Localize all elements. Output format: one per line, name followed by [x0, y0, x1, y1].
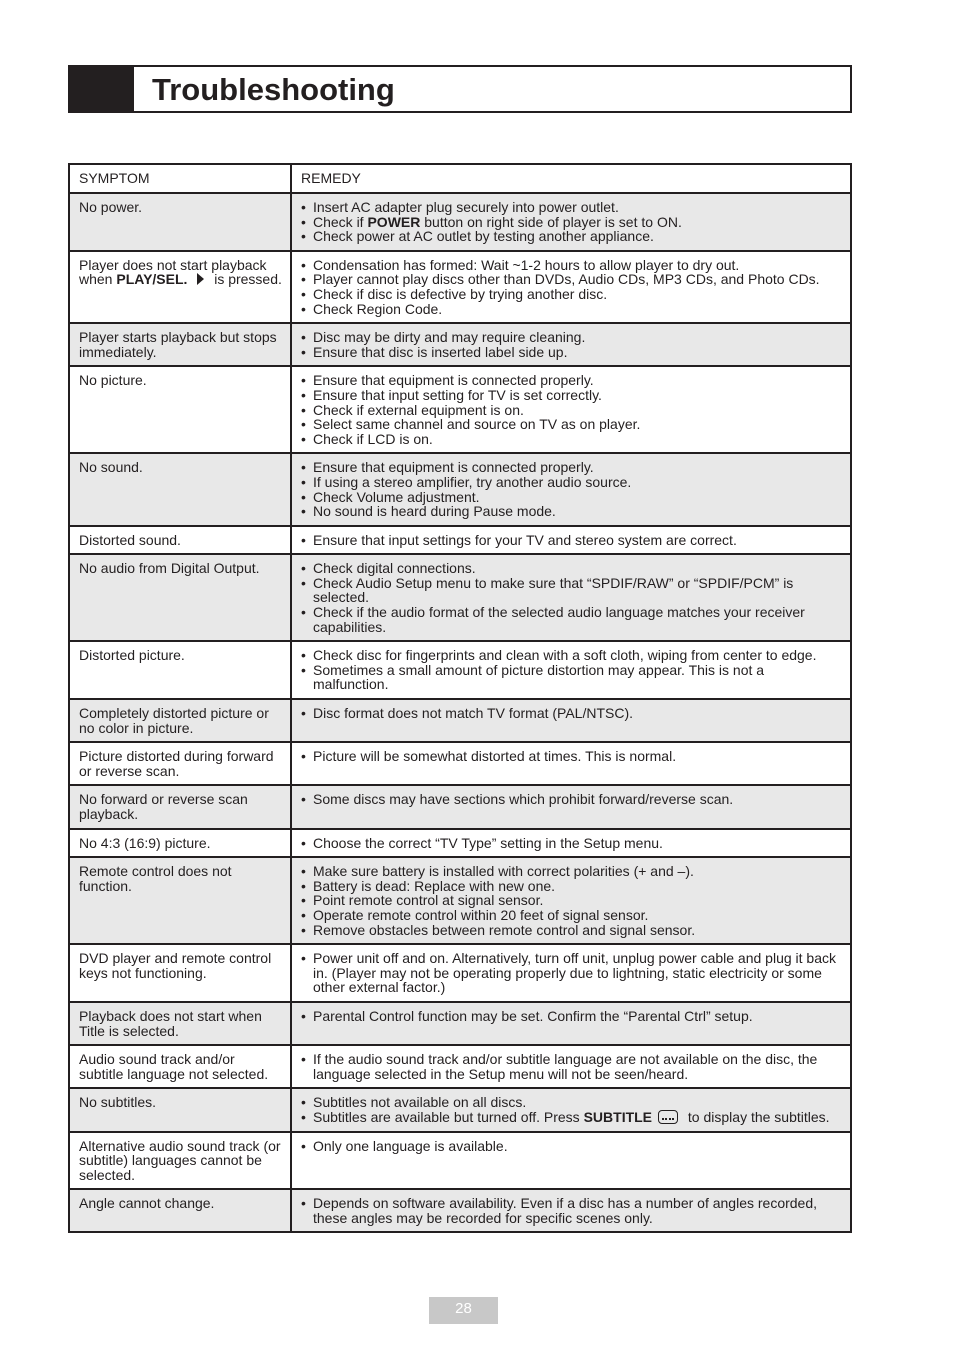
symptom-cell: No sound.	[69, 453, 291, 525]
table-row	[69, 699, 851, 742]
remedy-item: • Ensure that disc is inserted label side up.	[301, 345, 842, 360]
remedy-item: • Some discs may have sections which prohibit forward/reverse scan.	[301, 792, 842, 807]
remedy-cell	[291, 1045, 851, 1088]
remedy-list	[301, 1009, 842, 1024]
remedy-list	[301, 792, 842, 807]
table-row	[69, 193, 851, 251]
remedy-item: • Insert AC adapter plug securely into power outlet.	[301, 200, 842, 215]
remedy-item: • If the audio sound track and/or subtitle language are not available on the disc, the language selected in the Setup menu will not be seen/heard.	[301, 1052, 842, 1081]
remedy-list	[301, 460, 842, 518]
remedy-item: • Player cannot play discs other than DVDs, Audio CDs, MP3 CDs, and Photo CDs.	[301, 272, 842, 287]
remedy-list	[301, 1095, 842, 1124]
symptom-cell: Distorted picture.	[69, 641, 291, 699]
remedy-cell	[291, 699, 851, 742]
symptom-cell: Playback does not start when Title is selected.	[69, 1002, 291, 1045]
remedy-item: • Ensure that equipment is connected properly.	[301, 460, 842, 475]
remedy-list	[301, 749, 842, 764]
table-row	[69, 1045, 851, 1088]
remedy-item: • Check if POWER button on right side of player is set to ON.	[301, 215, 842, 230]
remedy-cell	[291, 857, 851, 944]
troubleshooting-table	[68, 163, 852, 1233]
remedy-item: • Choose the correct “TV Type” setting in the Setup menu.	[301, 836, 842, 851]
remedy-cell	[291, 742, 851, 785]
remedy-list	[301, 1196, 842, 1225]
remedy-cell	[291, 785, 851, 828]
remedy-item: • Check disc for fingerprints and clean with a soft cloth, wiping from center to edge.	[301, 648, 842, 663]
remedy-list	[301, 706, 842, 721]
remedy-cell	[291, 829, 851, 858]
remedy-cell	[291, 1088, 851, 1131]
remedy-cell	[291, 453, 851, 525]
table-row	[69, 742, 851, 785]
table-row	[69, 1132, 851, 1190]
remedy-item: • Remove obstacles between remote control and signal sensor.	[301, 923, 842, 938]
table-row	[69, 526, 851, 555]
symptom-cell: No power.	[69, 193, 291, 251]
remedy-cell	[291, 554, 851, 641]
remedy-cell	[291, 1002, 851, 1045]
remedy-item: • Only one language is available.	[301, 1139, 842, 1154]
remedy-item: • Check Audio Setup menu to make sure that “SPDIF/RAW” or “SPDIF/PCM” is selected.	[301, 576, 842, 605]
remedy-item: • Sometimes a small amount of picture distortion may appear. This is not a malfunction.	[301, 663, 842, 692]
remedy-cell	[291, 323, 851, 366]
remedy-item: • Check power at AC outlet by testing another appliance.	[301, 229, 842, 244]
table-row	[69, 857, 851, 944]
remedy-item: • Subtitles not available on all discs.	[301, 1095, 842, 1110]
title-bar	[68, 65, 852, 113]
remedy-cell	[291, 193, 851, 251]
remedy-list	[301, 533, 842, 548]
remedy-list	[301, 561, 842, 634]
remedy-item: • Picture will be somewhat distorted at times. This is normal.	[301, 749, 842, 764]
remedy-cell	[291, 1189, 851, 1232]
remedy-item: • Select same channel and source on TV as on player.	[301, 417, 842, 432]
remedy-item: • Parental Control function may be set. Confirm the “Parental Ctrl” setup.	[301, 1009, 842, 1024]
symptom-cell: Distorted sound.	[69, 526, 291, 555]
remedy-item: • Point remote control at signal sensor.	[301, 893, 842, 908]
symptom-cell: No picture.	[69, 366, 291, 453]
remedy-item: • Disc format does not match TV format (PAL/NTSC).	[301, 706, 842, 721]
remedy-list	[301, 864, 842, 937]
table-row	[69, 554, 851, 641]
table-header-row	[69, 164, 851, 193]
symptom-cell: Player starts playback but stops immediately.	[69, 323, 291, 366]
remedy-cell	[291, 641, 851, 699]
table-row	[69, 323, 851, 366]
remedy-item: • If using a stereo amplifier, try another audio source.	[301, 475, 842, 490]
remedy-item: • Check digital connections.	[301, 561, 842, 576]
remedy-item: • Make sure battery is installed with correct polarities (+ and –).	[301, 864, 842, 879]
symptom-cell: No forward or reverse scan playback.	[69, 785, 291, 828]
remedy-item: • Condensation has formed: Wait ~1-2 hours to allow player to dry out.	[301, 258, 842, 273]
remedy-cell	[291, 366, 851, 453]
subtitle-button-icon	[658, 1110, 678, 1124]
remedy-header: REMEDY	[291, 164, 851, 193]
remedy-list	[301, 1139, 842, 1154]
remedy-item: • Subtitles are available but turned off. Press SUBTITLE to display the subtitles.	[301, 1110, 842, 1125]
remedy-list	[301, 648, 842, 692]
remedy-list	[301, 373, 842, 446]
symptom-cell: Audio sound track and/or subtitle language not selected.	[69, 1045, 291, 1088]
remedy-cell	[291, 526, 851, 555]
remedy-item: • Check Volume adjustment.	[301, 490, 842, 505]
remedy-item: • Disc may be dirty and may require cleaning.	[301, 330, 842, 345]
symptom-cell: Player does not start playback when PLAY/SEL. is pressed.	[69, 251, 291, 323]
table-row	[69, 944, 851, 1002]
remedy-item: • Check if disc is defective by trying another disc.	[301, 287, 842, 302]
symptom-cell: No subtitles.	[69, 1088, 291, 1131]
table-row	[69, 1002, 851, 1045]
remedy-item: • Check if external equipment is on.	[301, 403, 842, 418]
remedy-item: • Ensure that input settings for your TV and stereo system are correct.	[301, 533, 842, 548]
remedy-list	[301, 1052, 842, 1081]
table-row	[69, 641, 851, 699]
remedy-list	[301, 258, 842, 316]
table-row	[69, 1189, 851, 1232]
table-row	[69, 829, 851, 858]
remedy-item: • Ensure that equipment is connected properly.	[301, 373, 842, 388]
remedy-item: • Depends on software availability. Even if a disc has a number of angles recorded, these angles may be recorded for specific scenes only.	[301, 1196, 842, 1225]
remedy-item: • No sound is heard during Pause mode.	[301, 504, 842, 519]
play-triangle-icon	[197, 273, 204, 285]
symptom-header: SYMPTOM	[69, 164, 291, 193]
page-number: 28	[429, 1297, 498, 1324]
symptom-cell: Completely distorted picture or no color in picture.	[69, 699, 291, 742]
symptom-cell: Alternative audio sound track (or subtitle) languages cannot be selected.	[69, 1132, 291, 1190]
remedy-list	[301, 836, 842, 851]
remedy-item: • Check if LCD is on.	[301, 432, 842, 447]
symptom-cell: No 4:3 (16:9) picture.	[69, 829, 291, 858]
remedy-item: • Check Region Code.	[301, 302, 842, 317]
remedy-cell	[291, 1132, 851, 1190]
symptom-cell: Picture distorted during forward or reverse scan.	[69, 742, 291, 785]
remedy-cell	[291, 944, 851, 1002]
title-block	[70, 67, 134, 111]
remedy-item: • Operate remote control within 20 feet of signal sensor.	[301, 908, 842, 923]
symptom-cell: No audio from Digital Output.	[69, 554, 291, 641]
symptom-cell: DVD player and remote control keys not functioning.	[69, 944, 291, 1002]
remedy-item: • Check if the audio format of the selected audio language matches your receiver capabilities.	[301, 605, 842, 634]
remedy-list	[301, 200, 842, 244]
remedy-cell	[291, 251, 851, 323]
table-row	[69, 453, 851, 525]
remedy-item: • Battery is dead: Replace with new one.	[301, 879, 842, 894]
symptom-cell: Angle cannot change.	[69, 1189, 291, 1232]
table-row	[69, 251, 851, 323]
remedy-list	[301, 330, 842, 359]
page-title: Troubleshooting	[152, 72, 395, 107]
table-row	[69, 1088, 851, 1131]
remedy-list	[301, 951, 842, 995]
table-row	[69, 366, 851, 453]
symptom-cell: Remote control does not function.	[69, 857, 291, 944]
remedy-item: • Ensure that input setting for TV is set correctly.	[301, 388, 842, 403]
remedy-item: • Power unit off and on. Alternatively, turn off unit, unplug power cable and plug it back in. (Player may not be operating properly due to lightning, static electricity or some other external factor.)	[301, 951, 842, 995]
table-row	[69, 785, 851, 828]
